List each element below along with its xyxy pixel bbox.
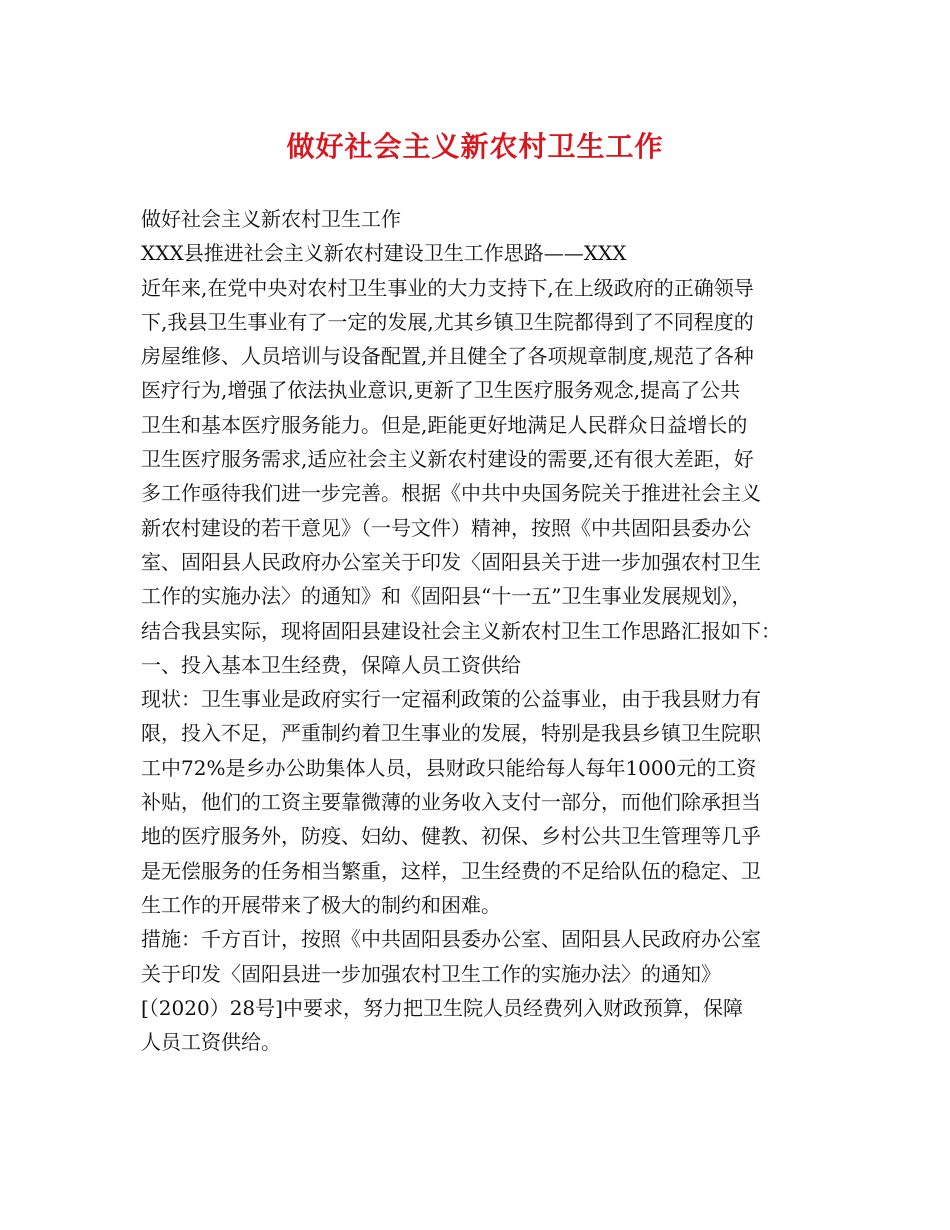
body-line: 室、固阳县人民政府办公室关于印发〈固阳县关于进一步加强农村卫生 <box>141 549 761 574</box>
body-line: 下,我县卫生事业有了一定的发展,尤其乡镇卫生院都得到了不同程度的 <box>141 309 754 334</box>
body-line: 近年来,在党中央对农村卫生事业的大力支持下,在上级政府的正确领导 <box>141 275 754 300</box>
body-line: 结合我县实际，现将固阳县建设社会主义新农村卫生工作思路汇报如下： <box>141 618 781 643</box>
body-line: 是无偿服务的任务相当繁重，这样，卫生经费的不足给队伍的稳定、卫 <box>141 858 761 883</box>
body-line: 地的医疗服务外，防疫、妇幼、健教、初保、乡村公共卫生管理等几乎 <box>141 824 761 849</box>
document-body <box>141 202 815 1059</box>
body-line: 人员工资供给。 <box>141 1030 281 1055</box>
body-line: 现状：卫生事业是政府实行一定福利政策的公益事业，由于我县财力有 <box>141 687 761 712</box>
body-line: 新农村建设的若干意见》（一号文件）精神，按照《中共固阳县委办公 <box>141 515 751 540</box>
body-line: 医疗行为,增强了依法执业意识,更新了卫生医疗服务观念,提高了公共 <box>141 378 741 403</box>
body-line: 生工作的开展带来了极大的制约和困难。 <box>141 892 501 917</box>
body-line: 工中72%是乡办公助集体人员，县财政只能给每人每年1000元的工资 <box>141 755 757 780</box>
body-line: 一、投入基本卫生经费，保障人员工资供给 <box>141 652 521 677</box>
document-title: 做好社会主义新农村卫生工作 <box>286 130 664 163</box>
body-line: 房屋维修、人员培训与设备配置,并且健全了各项规章制度,规范了各种 <box>141 344 754 369</box>
body-line: 做好社会主义新农村卫生工作 <box>141 207 401 231</box>
body-line: 措施：千方百计，按照《中共固阳县委办公室、固阳县人民政府办公室 <box>141 927 761 952</box>
body-line: [（2020）28号]中要求，努力把卫生院人员经费列入财政预算，保障 <box>141 995 743 1020</box>
body-line: 补贴，他们的工资主要靠微薄的业务收入支付一部分，而他们除承担当 <box>141 790 761 815</box>
body-line: 工作的实施办法〉的通知》和《固阳县“十一五”卫生事业发展规划》， <box>141 584 752 609</box>
body-line: 卫生医疗服务需求,适应社会主义新农村建设的需要,还有很大差距，好 <box>141 447 754 472</box>
body-line: 多工作亟待我们进一步完善。根据《中共中央国务院关于推进社会主义 <box>141 481 761 506</box>
body-line: 卫生和基本医疗服务能力。但是,距能更好地满足人民群众日益增长的 <box>141 412 748 437</box>
body-line: XXX县推进社会主义新农村建设卫生工作思路——XXX <box>141 241 627 266</box>
body-line: 关于印发〈固阳县进一步加强农村卫生工作的实施办法〉的通知》 <box>141 961 721 986</box>
body-line: 限，投入不足，严重制约着卫生事业的发展，特别是我县乡镇卫生院职 <box>141 721 761 746</box>
